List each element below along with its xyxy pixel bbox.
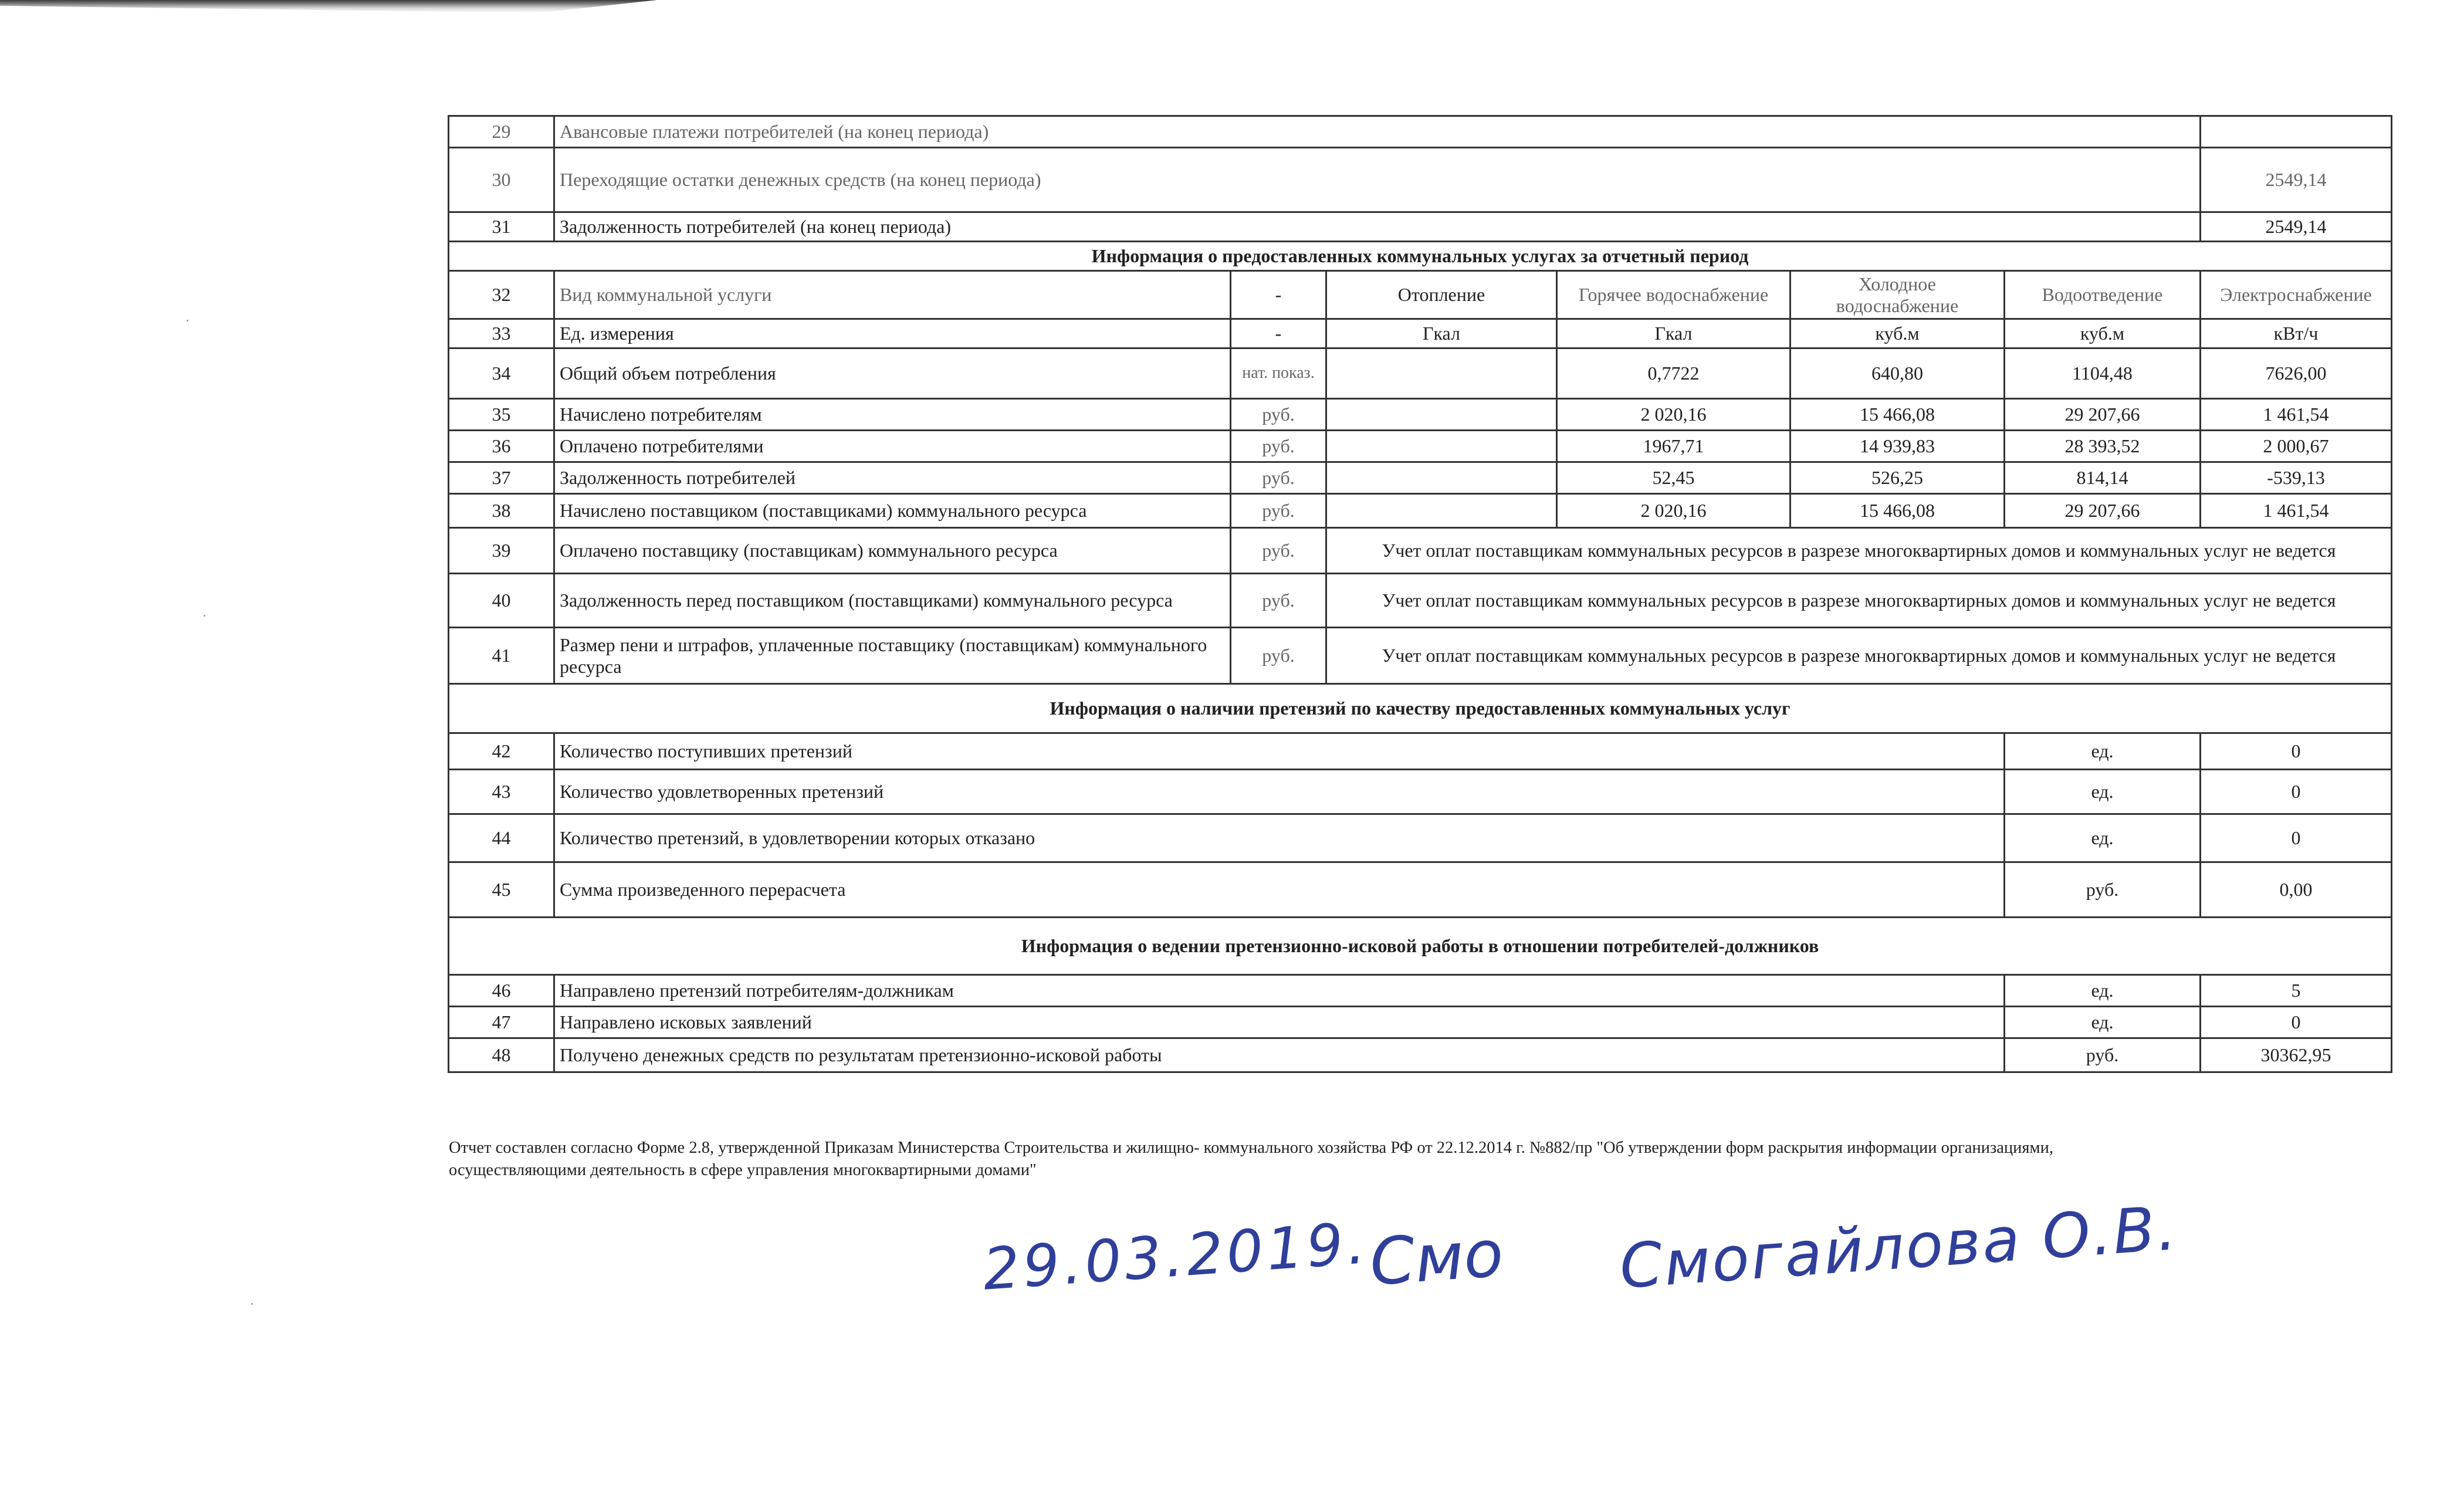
table-row xyxy=(449,733,2392,770)
table-row xyxy=(449,574,2392,628)
row-number: 35 xyxy=(449,399,554,431)
footer-line-2: осуществляющими деятельность в сфере управления многоквартирными домами" xyxy=(449,1161,1037,1180)
row-value: 2549,14 xyxy=(2201,212,2392,242)
footer-line-1: Отчет составлен согласно Форме 2.8, утвержденной Приказам Министерства Строительства и жилищно- коммунального хозяйства РФ от 22.12.2014 г. №882/пр "Об утверждении форм раскрытия информации организациями, xyxy=(449,1139,2053,1157)
row-unit: руб. xyxy=(1231,399,1326,431)
row-number: 39 xyxy=(449,528,554,574)
row-unit: ед. xyxy=(2005,733,2201,770)
row-label: Количество удовлетворенных претензий xyxy=(554,770,2005,814)
handwritten-signature: Смо xyxy=(1367,1216,1506,1300)
cell-value: куб.м xyxy=(1791,319,2005,348)
section-utilities-title: Информация о предоставленных коммунальных услугах за отчетный период xyxy=(449,242,2392,271)
row-number: 46 xyxy=(449,975,554,1007)
cell-value: 15 466,08 xyxy=(1791,399,2005,431)
row-number: 32 xyxy=(449,271,554,319)
row-unit: руб. xyxy=(1231,494,1326,528)
section-claims-title: Информация о наличии претензий по качеству предоставленных коммунальных услуг xyxy=(449,684,2392,733)
cell-value: кВт/ч xyxy=(2201,319,2392,348)
cell-value: 7626,00 xyxy=(2201,348,2392,399)
cell-value: 2 000,67 xyxy=(2201,431,2392,462)
cell-value: 2 020,16 xyxy=(1557,494,1791,528)
cell-value: 15 466,08 xyxy=(1791,494,2005,528)
row-unit: ед. xyxy=(2005,814,2201,862)
row-label: Направлено исковых заявлений xyxy=(554,1007,2005,1038)
report-table xyxy=(448,115,2392,1073)
section-header-row xyxy=(449,684,2392,733)
row-value: 5 xyxy=(2201,975,2392,1007)
cell-value: 14 939,83 xyxy=(1791,431,2005,462)
row-unit: ед. xyxy=(2005,975,2201,1007)
row-number: 37 xyxy=(449,462,554,494)
table-row xyxy=(449,399,2392,431)
cell-value xyxy=(1326,494,1557,528)
table-row xyxy=(449,1038,2392,1072)
cell-value: 29 207,66 xyxy=(2005,399,2201,431)
row-value: 0 xyxy=(2201,733,2392,770)
row-number: 42 xyxy=(449,733,554,770)
row-number: 45 xyxy=(449,862,554,918)
cell-value: 526,25 xyxy=(1791,462,2005,494)
handwritten-name: Смогайлова О.В. xyxy=(1617,1192,2181,1303)
service-hot-water: Горячее водоснабжение xyxy=(1557,271,1791,319)
row-number: 48 xyxy=(449,1038,554,1072)
handwritten-date: 29.03.2019. xyxy=(980,1210,1371,1304)
row-label: Общий объем потребления xyxy=(554,348,1231,399)
row-unit: нат. показ. xyxy=(1231,348,1326,399)
row-unit: руб. xyxy=(2005,862,2201,918)
scan-speck xyxy=(204,615,205,617)
table-row xyxy=(449,1007,2392,1038)
scan-speck xyxy=(251,1303,253,1305)
row-number: 33 xyxy=(449,319,554,348)
row-label: Размер пени и штрафов, уплаченные поставщику (поставщикам) коммунального ресурса xyxy=(554,628,1231,684)
service-electricity: Электроснабжение xyxy=(2201,271,2392,319)
row-label: Ед. измерения xyxy=(554,319,1231,348)
table-row xyxy=(449,462,2392,494)
service-heating: Отопление xyxy=(1326,271,1557,319)
footer-note xyxy=(449,1137,2385,1182)
table-row xyxy=(449,148,2392,212)
cell-value xyxy=(1326,348,1557,399)
row-label: Количество претензий, в удовлетворении которых отказано xyxy=(554,814,2005,862)
row-value: 0,00 xyxy=(2201,862,2392,918)
row-label: Сумма произведенного перерасчета xyxy=(554,862,2005,918)
scan-edge-shadow xyxy=(0,0,657,13)
not-kept-note: Учет оплат поставщикам коммунальных ресурсов в разрезе многоквартирных домов и коммунальных услуг не ведется xyxy=(1326,628,2392,684)
not-kept-note: Учет оплат поставщикам коммунальных ресурсов в разрезе многоквартирных домов и коммунальных услуг не ведется xyxy=(1326,574,2392,628)
row-label: Переходящие остатки денежных средств (на конец периода) xyxy=(554,148,2201,212)
row-unit: - xyxy=(1231,319,1326,348)
table-row xyxy=(449,494,2392,528)
row-label: Авансовые платежи потребителей (на конец периода) xyxy=(554,116,2201,148)
cell-value: 2 020,16 xyxy=(1557,399,1791,431)
cell-value: Гкал xyxy=(1557,319,1791,348)
row-unit: руб. xyxy=(2005,1038,2201,1072)
table-row xyxy=(449,431,2392,462)
not-kept-note: Учет оплат поставщикам коммунальных ресурсов в разрезе многоквартирных домов и коммунальных услуг не ведется xyxy=(1326,528,2392,574)
table-row xyxy=(449,271,2392,319)
row-unit: руб. xyxy=(1231,574,1326,628)
row-number: 36 xyxy=(449,431,554,462)
row-number: 41 xyxy=(449,628,554,684)
row-number: 34 xyxy=(449,348,554,399)
row-unit: - xyxy=(1231,271,1326,319)
row-label: Начислено поставщиком (поставщиками) коммунального ресурса xyxy=(554,494,1231,528)
row-number: 30 xyxy=(449,148,554,212)
table-row xyxy=(449,814,2392,862)
row-unit: руб. xyxy=(1231,628,1326,684)
cell-value: -539,13 xyxy=(2201,462,2392,494)
cell-value xyxy=(1326,462,1557,494)
cell-value xyxy=(1326,399,1557,431)
row-number: 31 xyxy=(449,212,554,242)
cell-value xyxy=(1326,431,1557,462)
row-value xyxy=(2201,116,2392,148)
cell-value: 814,14 xyxy=(2005,462,2201,494)
cell-value: 29 207,66 xyxy=(2005,494,2201,528)
row-unit: ед. xyxy=(2005,1007,2201,1038)
row-unit: руб. xyxy=(1231,431,1326,462)
row-value: 0 xyxy=(2201,1007,2392,1038)
cell-value: 1 461,54 xyxy=(2201,399,2392,431)
row-unit: ед. xyxy=(2005,770,2201,814)
row-label: Получено денежных средств по результатам претензионно-исковой работы xyxy=(554,1038,2005,1072)
cell-value: 1 461,54 xyxy=(2201,494,2392,528)
cell-value: 0,7722 xyxy=(1557,348,1791,399)
section-debtors-title: Информация о ведении претензионно-исковой работы в отношении потребителей-должников xyxy=(449,918,2392,975)
table-row xyxy=(449,862,2392,918)
row-label: Оплачено поставщику (поставщикам) коммунального ресурса xyxy=(554,528,1231,574)
scan-speck xyxy=(187,320,188,321)
table-row xyxy=(449,975,2392,1007)
cell-value: Гкал xyxy=(1326,319,1557,348)
cell-value: 1967,71 xyxy=(1557,431,1791,462)
row-unit: руб. xyxy=(1231,528,1326,574)
row-label: Начислено потребителям xyxy=(554,399,1231,431)
row-unit: руб. xyxy=(1231,462,1326,494)
row-number: 43 xyxy=(449,770,554,814)
row-number: 38 xyxy=(449,494,554,528)
row-number: 29 xyxy=(449,116,554,148)
section-header-row xyxy=(449,242,2392,271)
row-label: Вид коммунальной услуги xyxy=(554,271,1231,319)
row-number: 40 xyxy=(449,574,554,628)
cell-value: 52,45 xyxy=(1557,462,1791,494)
service-cold-water: Холодное водоснабжение xyxy=(1791,271,2005,319)
row-value: 0 xyxy=(2201,814,2392,862)
table-row xyxy=(449,319,2392,348)
row-label: Задолженность потребителей xyxy=(554,462,1231,494)
row-value: 0 xyxy=(2201,770,2392,814)
table-row xyxy=(449,628,2392,684)
table-row xyxy=(449,116,2392,148)
table-row xyxy=(449,770,2392,814)
cell-value: 1104,48 xyxy=(2005,348,2201,399)
row-label: Количество поступивших претензий xyxy=(554,733,2005,770)
row-label: Направлено претензий потребителям-должникам xyxy=(554,975,2005,1007)
row-value: 2549,14 xyxy=(2201,148,2392,212)
table-row xyxy=(449,212,2392,242)
table-row xyxy=(449,528,2392,574)
section-header-row xyxy=(449,918,2392,975)
table-row xyxy=(449,348,2392,399)
cell-value: куб.м xyxy=(2005,319,2201,348)
row-number: 47 xyxy=(449,1007,554,1038)
row-label: Задолженность потребителей (на конец периода) xyxy=(554,212,2201,242)
service-drainage: Водоотведение xyxy=(2005,271,2201,319)
row-value: 30362,95 xyxy=(2201,1038,2392,1072)
row-label: Задолженность перед поставщиком (поставщиками) коммунального ресурса xyxy=(554,574,1231,628)
row-number: 44 xyxy=(449,814,554,862)
row-label: Оплачено потребителями xyxy=(554,431,1231,462)
cell-value: 640,80 xyxy=(1791,348,2005,399)
cell-value: 28 393,52 xyxy=(2005,431,2201,462)
